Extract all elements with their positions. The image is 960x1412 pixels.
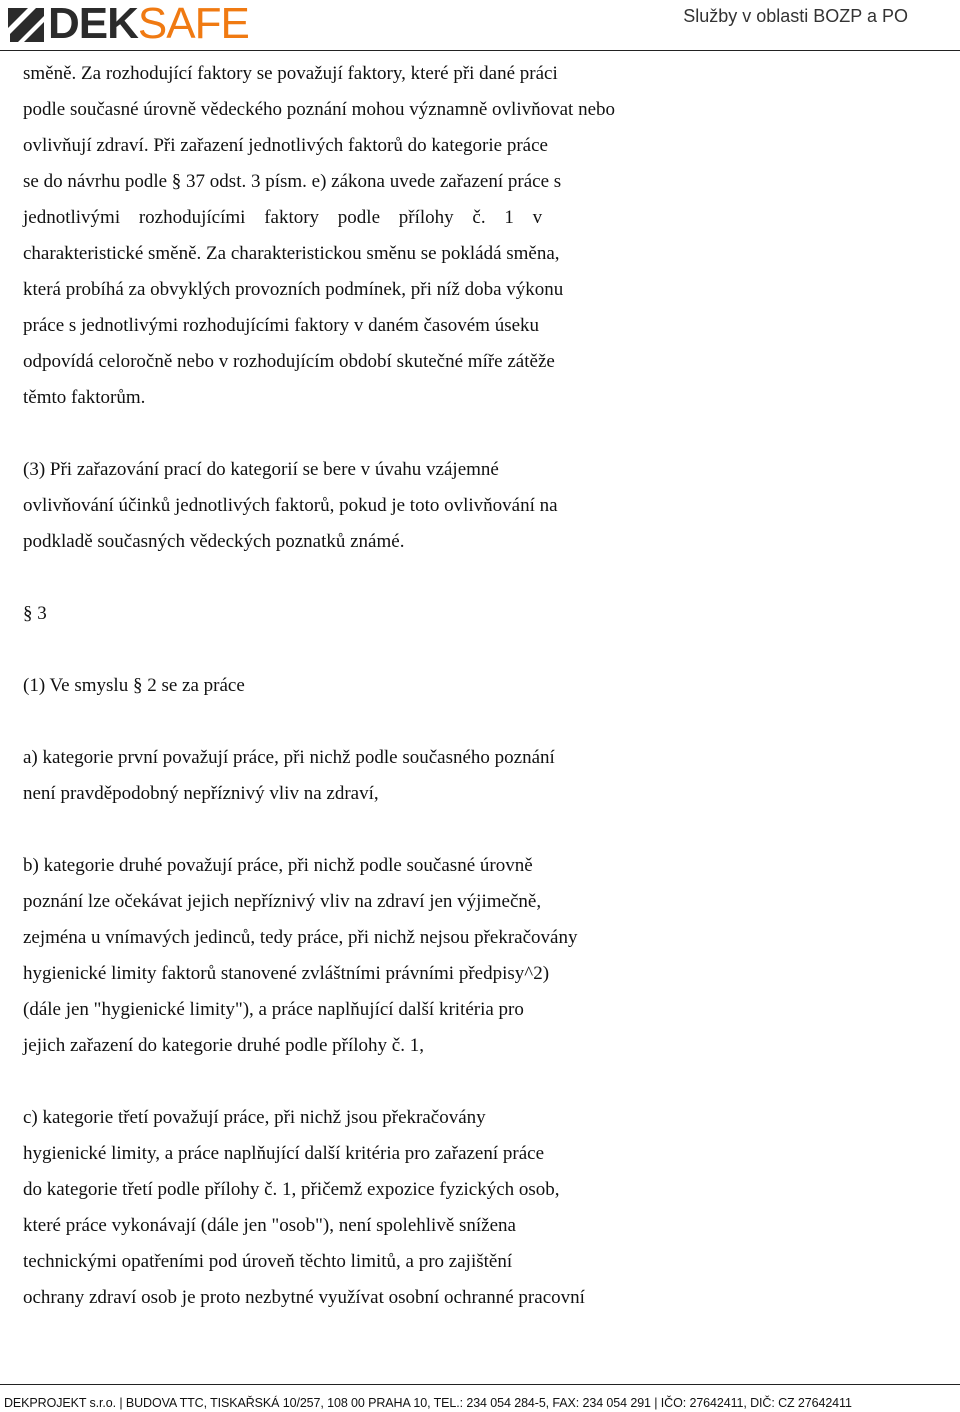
text-line: ovlivňování účinků jednotlivých faktorů, pokud je toto ovlivňování na [23,495,558,516]
text-line: (dále jen "hygienické limity"), a práce naplňující další kritéria pro [23,999,524,1020]
item-a [23,740,743,812]
text-line: (1) Ve smyslu § 2 se za práce [23,675,245,696]
header-divider [0,50,960,51]
page-header [0,0,960,52]
text-line: jednotlivými rozhodujícími faktory podle přílohy č. 1 v [23,207,543,228]
section-number: § 3 [23,603,47,624]
text-line: podkladě současných vědeckých poznatků známé. [23,531,405,552]
text-line: ovlivňují zdraví. Při zařazení jednotlivých faktorů do kategorie práce [23,135,548,156]
logo-text-dek: DEK [48,0,138,48]
paragraph-1 [23,668,743,704]
text-line: směně. Za rozhodující faktory se považují faktory, které při dané práci [23,63,558,84]
text-line: c) kategorie třetí považují práce, při nichž jsou překračovány [23,1107,486,1128]
item-c [23,1100,743,1316]
text-line: podle současné úrovně vědeckého poznání mohou významně ovlivňovat nebo [23,99,615,120]
header-tagline: Služby v oblasti BOZP a PO [683,6,908,26]
text-line: není pravděpodobný nepříznivý vliv na zdraví, [23,783,379,804]
text-line: hygienické limity faktorů stanovené zvláštními právními předpisy^2) [23,963,550,984]
logo-text-safe: SAFE [137,0,249,48]
item-b [23,848,743,1064]
logo-mark-icon [6,4,46,44]
document-body [23,56,743,1316]
text-line: se do návrhu podle § 37 odst. 3 písm. e) zákona uvede zařazení práce s [23,171,562,192]
text-line: b) kategorie druhé považují práce, při nichž podle současné úrovně [23,855,533,876]
text-line: poznání lze očekávat jejich nepříznivý vliv na zdraví jen výjimečně, [23,891,542,912]
text-line: hygienické limity, a práce naplňující další kritéria pro zařazení práce [23,1143,545,1164]
text-line: ochrany zdraví osob je proto nezbytné využívat osobní ochranné pracovní [23,1287,585,1308]
footer-divider [0,1384,960,1385]
section-heading [23,596,743,632]
text-line: charakteristické směně. Za charakteristickou směnu se pokládá směna, [23,243,560,264]
text-line: zejména u vnímavých jedinců, tedy práce, při nichž nejsou překračovány [23,927,578,948]
paragraph-continuation [23,56,743,416]
paragraph-3 [23,452,743,560]
page-footer: DEKPROJEKT s.r.o. | BUDOVA TTC, TISKAŘSKÁ 10/257, 108 00 PRAHA 10, TEL.: 234 054 284-5, FAX: 234 054 291 | IČO: 27642411, DIČ: CZ 27642411 [4,1396,852,1410]
text-line: odpovídá celoročně nebo v rozhodujícím období skutečné míře zátěže [23,351,555,372]
text-line: práce s jednotlivými rozhodujícími faktory v daném časovém úseku [23,315,540,336]
dek-safe-logo [6,2,249,46]
text-line: technickými opatřeními pod úroveň těchto limitů, a pro zajištění [23,1251,513,1272]
text-line: do kategorie třetí podle přílohy č. 1, přičemž expozice fyzických osob, [23,1179,560,1200]
text-line: která probíhá za obvyklých provozních podmínek, při níž doba výkonu [23,279,564,300]
text-line: které práce vykonávají (dále jen "osob"), není spolehlivě snížena [23,1215,516,1236]
text-line: těmto faktorům. [23,387,146,408]
text-line: jejich zařazení do kategorie druhé podle přílohy č. 1, [23,1035,424,1056]
text-line: a) kategorie první považují práce, při nichž podle současného poznání [23,747,555,768]
text-line: (3) Při zařazování prací do kategorií se bere v úvahu vzájemné [23,459,499,480]
